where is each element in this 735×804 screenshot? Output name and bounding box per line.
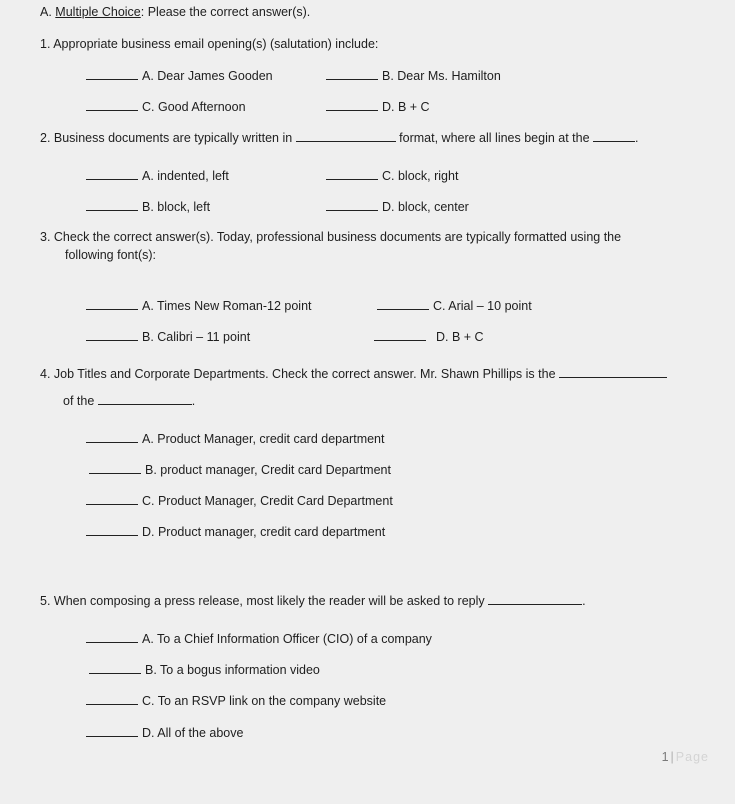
q2-option-d[interactable] — [326, 198, 469, 215]
answer-blank[interactable] — [377, 297, 429, 310]
answer-blank[interactable] — [86, 198, 138, 211]
q4-option-d[interactable] — [86, 523, 385, 540]
option-label: C. Product Manager, Credit Card Department — [142, 494, 393, 508]
q1-option-b[interactable] — [326, 67, 501, 84]
option-label: A. Times New Roman-12 point — [142, 299, 312, 313]
answer-blank[interactable] — [86, 98, 138, 111]
answer-blank[interactable] — [326, 198, 378, 211]
q3-option-b[interactable] — [86, 328, 250, 345]
question-4-line-2 — [63, 392, 195, 409]
answer-blank[interactable] — [86, 692, 138, 705]
option-label: A. To a Chief Information Officer (CIO) of a company — [142, 632, 432, 646]
page-footer — [662, 750, 709, 764]
option-label: D. B + C — [436, 330, 484, 344]
option-label: A. Product Manager, credit card department — [142, 432, 385, 446]
answer-blank[interactable] — [86, 630, 138, 643]
option-label: D. block, center — [382, 200, 469, 214]
option-label: B. block, left — [142, 200, 211, 214]
question-5-end: . — [582, 594, 586, 608]
question-3-line-2: following font(s): — [65, 248, 157, 262]
option-label: B. Calibri – 11 point — [142, 330, 251, 344]
answer-blank[interactable] — [374, 328, 426, 341]
answer-blank[interactable] — [326, 167, 378, 180]
q3-option-c[interactable] — [377, 297, 532, 314]
answer-blank[interactable] — [326, 67, 378, 80]
q5-option-a[interactable] — [86, 630, 432, 647]
section-heading — [40, 4, 310, 20]
answer-blank[interactable] — [86, 492, 138, 505]
q4-option-b[interactable] — [89, 461, 391, 478]
answer-blank[interactable] — [86, 297, 138, 310]
option-label: B. product manager, Credit card Department — [145, 463, 391, 477]
question-4-text: 4. Job Titles and Corporate Departments. Check the correct answer. Mr. Shawn Phillips is the — [40, 367, 556, 381]
option-label: C. block, right — [382, 169, 459, 183]
question-2-part-b: format, where all lines begin at the — [399, 131, 590, 145]
option-label: A. Dear James Gooden — [142, 69, 273, 83]
question-5-line — [40, 592, 586, 609]
q2-option-a[interactable] — [86, 167, 229, 184]
q2-option-c[interactable] — [326, 167, 458, 184]
option-label: C. Arial – 10 point — [433, 299, 532, 313]
q5-blank[interactable] — [488, 592, 582, 605]
q4-option-c[interactable] — [86, 492, 393, 509]
answer-blank[interactable] — [326, 98, 378, 111]
page-number: 1 — [661, 750, 669, 764]
question-2-part-a: 2. Business documents are typically written in — [40, 131, 293, 145]
question-2-text — [40, 129, 639, 146]
q2-option-b[interactable] — [86, 198, 210, 215]
q2-blank-format[interactable] — [296, 129, 396, 142]
answer-blank[interactable] — [86, 523, 138, 536]
q3-option-a[interactable] — [86, 297, 312, 314]
q1-option-a[interactable] — [86, 67, 273, 84]
question-5-text: 5. When composing a press release, most likely the reader will be asked to reply — [40, 594, 485, 608]
question-2-end: . — [635, 131, 639, 145]
answer-blank[interactable] — [86, 328, 138, 341]
question-1-text: 1. Appropriate business email opening(s) (salutation) include: — [40, 37, 379, 51]
option-label: D. Product manager, credit card department — [142, 525, 386, 539]
question-4-end: . — [191, 394, 196, 408]
question-4-line-1 — [40, 365, 667, 382]
option-label: B. To a bogus information video — [145, 663, 320, 677]
section-instruction: : Please the correct answer(s). — [140, 5, 311, 19]
q5-option-c[interactable] — [86, 692, 386, 709]
q5-option-b[interactable] — [89, 661, 320, 678]
q4-blank-title[interactable] — [559, 365, 667, 378]
option-label: D. All of the above — [142, 726, 244, 740]
q4-blank-department[interactable] — [98, 392, 192, 405]
q5-option-d[interactable] — [86, 724, 243, 741]
option-label: D. B + C — [382, 100, 430, 114]
page-word: Page — [675, 750, 709, 764]
answer-blank[interactable] — [86, 724, 138, 737]
option-label: C. To an RSVP link on the company website — [142, 694, 387, 708]
question-4-text-2: of the — [63, 394, 95, 408]
answer-blank[interactable] — [89, 661, 141, 674]
option-label: A. indented, left — [142, 169, 229, 183]
answer-blank[interactable] — [89, 461, 141, 474]
page-separator: | — [670, 750, 674, 764]
q1-option-c[interactable] — [86, 98, 246, 115]
q1-option-d[interactable] — [326, 98, 430, 115]
q3-option-d[interactable] — [374, 328, 484, 345]
question-3-line-1: 3. Check the correct answer(s). Today, professional business documents are typically formatted using the — [40, 230, 622, 244]
option-label: B. Dear Ms. Hamilton — [382, 69, 501, 83]
answer-blank[interactable] — [86, 67, 138, 80]
section-prefix: A. — [40, 5, 56, 19]
q4-option-a[interactable] — [86, 430, 385, 447]
answer-blank[interactable] — [86, 167, 138, 180]
answer-blank[interactable] — [86, 430, 138, 443]
q2-blank-position[interactable] — [593, 129, 635, 142]
option-label: C. Good Afternoon — [142, 100, 246, 114]
section-title: Multiple Choice — [55, 5, 141, 19]
